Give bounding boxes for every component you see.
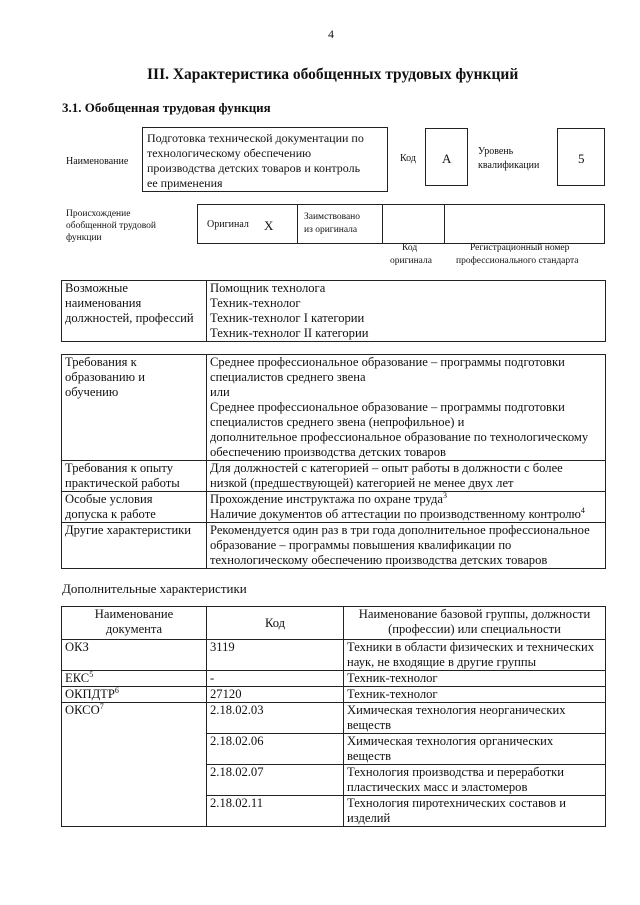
- requirement-text: Наличие документов об аттестации по производственному контролю: [210, 507, 581, 521]
- origin-label-line: Происхождение: [66, 209, 131, 219]
- requirement-value-line: низкой (предшествующей) категорией не менее двух лет: [210, 476, 514, 490]
- requirement-value-line: обеспечению производства детских товаров: [210, 445, 446, 459]
- requirement-label-line: Требования к: [65, 355, 137, 369]
- doc-text: ОКЗ: [65, 640, 89, 654]
- name-value-line: Подготовка технической документации по: [147, 131, 364, 145]
- group-cell: [344, 703, 606, 734]
- doc-cell: [62, 671, 207, 687]
- positions-label-line: наименования: [65, 296, 142, 310]
- additional-title: Дополнительные характеристики: [62, 581, 247, 596]
- name-value-line: ее применения: [147, 176, 223, 190]
- code-caption-line: Код: [402, 243, 418, 253]
- group-cell: [344, 734, 606, 765]
- group-text: веществ: [347, 718, 392, 732]
- additional-header-row: [62, 607, 606, 640]
- requirement-label-line: Особые условия: [65, 492, 153, 506]
- group-text: Технология пиротехнических составов и: [347, 796, 567, 810]
- code-cell: 2.18.02.03: [207, 703, 344, 734]
- requirement-value-line: или: [210, 385, 230, 399]
- header-code: [207, 607, 344, 640]
- level-box: [557, 128, 605, 186]
- group-cell: [344, 671, 606, 687]
- code-cell: 2.18.02.11: [207, 796, 344, 827]
- table-row: [62, 671, 606, 687]
- requirement-value-line: [210, 492, 602, 507]
- footnote-ref: 4: [580, 505, 585, 515]
- requirement-value-line: специалистов среднего звена: [210, 370, 366, 384]
- table-row: [62, 687, 606, 703]
- requirement-label: [62, 461, 207, 492]
- doc-cell: [62, 687, 207, 703]
- footnote-ref: 3: [443, 490, 448, 500]
- positions-list: [207, 281, 606, 342]
- code-cell: 3119: [207, 640, 344, 671]
- position-item: Техник-технолог II категории: [210, 326, 369, 340]
- header-text: Наименование базовой группы, должности: [358, 607, 591, 621]
- requirement-value-line: Для должностей с категорией – опыт работы в должности с более: [210, 461, 563, 475]
- header-text: (профессии) или специальности: [388, 622, 561, 636]
- requirement-value: [207, 461, 606, 492]
- table-row: [62, 703, 606, 734]
- table-row: [62, 640, 606, 671]
- code-cell: 2.18.02.06: [207, 734, 344, 765]
- group-cell: [344, 796, 606, 827]
- additional-table: [61, 606, 606, 827]
- name-value-line: производства детских товаров и контроль: [147, 161, 361, 175]
- positions-label-line: Возможные: [65, 281, 128, 295]
- requirement-label-line: обучению: [65, 385, 119, 399]
- requirement-value-line: Среднее профессиональное образование – программы подготовки: [210, 400, 565, 414]
- requirement-value-line: технологическому обеспечению производства детских товаров: [210, 553, 548, 567]
- code-value: А: [442, 151, 452, 166]
- borrowed-label-line: из оригинала: [304, 225, 358, 235]
- page-number: 4: [328, 27, 334, 41]
- code-label: Код: [400, 153, 416, 164]
- requirement-text: Прохождение инструктажа по охране труда: [210, 492, 444, 506]
- position-item: Помощник технолога: [210, 281, 326, 295]
- original-mark: X: [264, 218, 274, 233]
- requirement-row: [62, 523, 606, 569]
- borrowed-label-line: Заимствовано: [304, 212, 361, 222]
- requirement-label: [62, 355, 207, 461]
- requirement-value: [207, 355, 606, 461]
- origin-label-line: функции: [66, 233, 102, 243]
- group-text: пластических масс и эластомеров: [347, 780, 528, 794]
- header-text: Наименование: [94, 607, 174, 621]
- group-cell: [344, 765, 606, 796]
- code-box: [425, 128, 468, 186]
- requirement-label-line: образованию и: [65, 370, 145, 384]
- origin-box: [197, 204, 605, 244]
- group-text: наук, не входящие в другие группы: [347, 655, 537, 669]
- group-text: Химическая технология органических: [347, 734, 554, 748]
- footnote-ref: 6: [114, 685, 119, 695]
- code-cell: 2.18.02.07: [207, 765, 344, 796]
- footnote-ref: 7: [99, 701, 104, 711]
- requirement-value: [207, 523, 606, 569]
- requirement-value-line: образование – программы повышения квалификации по: [210, 538, 512, 552]
- group-cell: [344, 640, 606, 671]
- doc-cell: [62, 640, 207, 671]
- requirement-value-line: дополнительное профессиональное образование по технологическому: [210, 430, 589, 444]
- position-item: Техник-технолог: [210, 296, 301, 310]
- doc-cell: [62, 703, 207, 827]
- group-text: Технология производства и переработки: [347, 765, 564, 779]
- code-caption-line: оригинала: [390, 256, 432, 266]
- requirement-label: [62, 523, 207, 569]
- doc-text: ОКСО: [65, 703, 100, 717]
- position-item: Техник-технолог I категории: [210, 311, 365, 325]
- group-cell: [344, 687, 606, 703]
- positions-label-line: должностей, профессий: [65, 311, 194, 325]
- code-cell: -: [207, 671, 344, 687]
- requirement-value-line: Рекомендуется один раз в три года дополнительное профессиональное: [210, 523, 590, 537]
- code-cell: 27120: [207, 687, 344, 703]
- reg-caption-line: профессионального стандарта: [456, 256, 579, 266]
- footnote-ref: 5: [89, 669, 94, 679]
- level-label-line: Уровень: [478, 146, 514, 157]
- origin-label-line: обобщенной трудовой: [66, 221, 156, 231]
- header-text: Код: [264, 615, 286, 630]
- header-doc: [62, 607, 207, 640]
- doc-text: ЕКС: [65, 671, 90, 685]
- requirement-value-line: Среднее профессиональное образование – программы подготовки: [210, 355, 565, 369]
- requirement-label: [62, 492, 207, 523]
- group-text: Техники в области физических и технических: [347, 640, 595, 654]
- requirement-value-line: специалистов среднего звена (непрофильное) и: [210, 415, 465, 429]
- header-text: документа: [105, 622, 163, 636]
- name-label: Наименование: [66, 156, 129, 167]
- level-value: 5: [578, 151, 585, 166]
- reg-caption-line: Регистрационный номер: [470, 243, 570, 253]
- requirement-label-line: практической работы: [65, 476, 180, 490]
- positions-table: [61, 280, 606, 342]
- requirement-label-line: Требования к опыту: [65, 461, 173, 475]
- header-name: [344, 607, 606, 640]
- subsection-title: 3.1. Обобщенная трудовая функция: [62, 100, 271, 115]
- original-label: Оригинал: [207, 219, 249, 230]
- doc-text: ОКПДТР: [65, 687, 115, 701]
- group-text: Техник-технолог: [347, 671, 438, 685]
- level-label-line: квалификации: [478, 160, 540, 171]
- name-value-line: технологическому обеспечению: [147, 146, 312, 160]
- requirement-row: [62, 355, 606, 461]
- requirements-table: [61, 354, 606, 569]
- requirement-value-line: [210, 507, 602, 522]
- requirement-label-line: Другие характеристики: [65, 523, 192, 537]
- requirement-label-line: допуска к работе: [65, 507, 156, 521]
- name-value-box: [142, 127, 388, 192]
- group-text: Техник-технолог: [347, 687, 438, 701]
- section-title: III. Характеристика обобщенных трудовых функций: [147, 66, 519, 83]
- group-text: изделий: [347, 811, 391, 825]
- positions-label: [62, 281, 207, 342]
- requirement-row: [62, 461, 606, 492]
- requirement-value: [207, 492, 606, 523]
- group-text: веществ: [347, 749, 392, 763]
- group-text: Химическая технология неорганических: [347, 703, 566, 717]
- requirement-row: [62, 492, 606, 523]
